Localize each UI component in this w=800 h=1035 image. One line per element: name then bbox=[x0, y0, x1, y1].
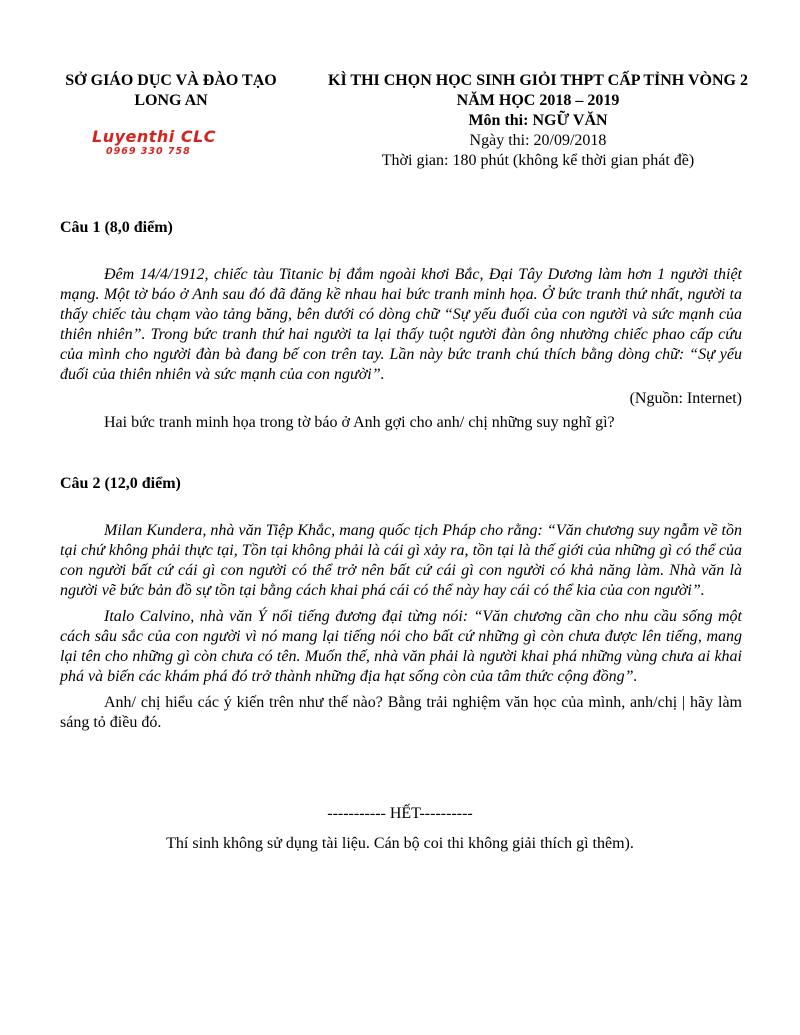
footer-note: Thí sinh không sử dụng tài liệu. Cán bộ coi thi không giải thích gì thêm). bbox=[166, 835, 634, 852]
question-1 bbox=[60, 218, 742, 433]
logo-phone: 0969 330 758 bbox=[106, 146, 191, 157]
header-right bbox=[288, 71, 788, 171]
logo-name: Luyenthi CLC bbox=[92, 127, 217, 146]
question-1-source: (Nguồn: Internet) bbox=[629, 390, 742, 407]
department-name: SỞ GIÁO DỤC VÀ ĐÀO TẠO bbox=[65, 72, 277, 89]
question-1-title: Câu 1 (8,0 điểm) bbox=[60, 219, 173, 236]
exam-footer bbox=[0, 804, 800, 854]
question-1-passage: Đêm 14/4/1912, chiếc tàu Titanic bị đắm ngoài khơi Bắc, Đại Tây Dương làm hơn 1 người thiệt mạng. Một tờ báo ở Anh sau đó đã đăng kề nhau hai bức tranh minh họa. Ở bức tranh thứ nhất, người ta thấy chiếc tàu chạm vào tảng băng, bên dưới có dòng chữ “Sự yếu đuối của con người và sức mạnh của thiên nhiên”. Trong bức tranh thứ hai người ta lại thấy tuột người đàn ông nhường chiếc phao cấp cứu của mình cho người đàn bà đang bế con trên tay. Lần này bức tranh chú thích bằng dòng chữ: “Sự yếu đuối của thiên nhiên và sức mạnh của con người”. bbox=[60, 266, 742, 383]
question-2 bbox=[60, 474, 742, 733]
question-2-quote-1: Milan Kundera, nhà văn Tiệp Khắc, mang quốc tịch Pháp cho rằng: “Văn chương suy ngẫm về tồn tại chứ không phải thực tại, Tồn tại không phải là cái gì xảy ra, tồn tại là thế giới của những gì có thể của con người bất cứ cái gì con người có thể trở nên bất cứ cái gì con người có khả năng làm. Nhà văn là người vẽ bức bản đồ sự tồn tại bằng cách khai phá cái có thể này hay cái có thể kia của con người”. bbox=[60, 522, 742, 599]
province-name: LONG AN bbox=[134, 92, 208, 109]
end-marker: ----------- HẾT---------- bbox=[327, 805, 473, 822]
question-2-quote-2: Italo Calvino, nhà văn Ý nổi tiếng đương đại từng nói: “Văn chương cần cho nhu cầu sống một cách sâu sắc của con người vì nó mang lại tiếng nói cho bất cứ những gì còn chưa được lên tiếng, mang lại tên cho những gì còn chưa có tên. Muốn thế, nhà văn phải là người khai phá những vùng chưa ai khai phá và biến các khám phá đó trở thành những địa hạt sống còn của tâm thức cộng đồng”. bbox=[60, 608, 742, 685]
header-left bbox=[60, 71, 282, 111]
school-year: NĂM HỌC 2018 – 2019 bbox=[456, 92, 620, 109]
question-1-prompt: Hai bức tranh minh họa trong tờ báo ở Anh gợi cho anh/ chị những suy nghĩ gì? bbox=[104, 414, 615, 431]
watermark-logo bbox=[92, 128, 242, 158]
exam-duration: Thời gian: 180 phút (không kể thời gian phát đề) bbox=[381, 152, 695, 169]
exam-title: KÌ THI CHỌN HỌC SINH GIỎI THPT CẤP TỈNH VÒNG 2 bbox=[328, 72, 748, 89]
exam-date: Ngày thi: 20/09/2018 bbox=[469, 132, 607, 149]
exam-subject: Môn thi: NGỮ VĂN bbox=[468, 112, 608, 129]
question-2-title: Câu 2 (12,0 điểm) bbox=[60, 475, 181, 492]
question-2-prompt: Anh/ chị hiểu các ý kiến trên như thế nào? Bằng trải nghiệm văn học của mình, anh/chị | hãy làm sáng tỏ điều đó. bbox=[60, 694, 742, 731]
